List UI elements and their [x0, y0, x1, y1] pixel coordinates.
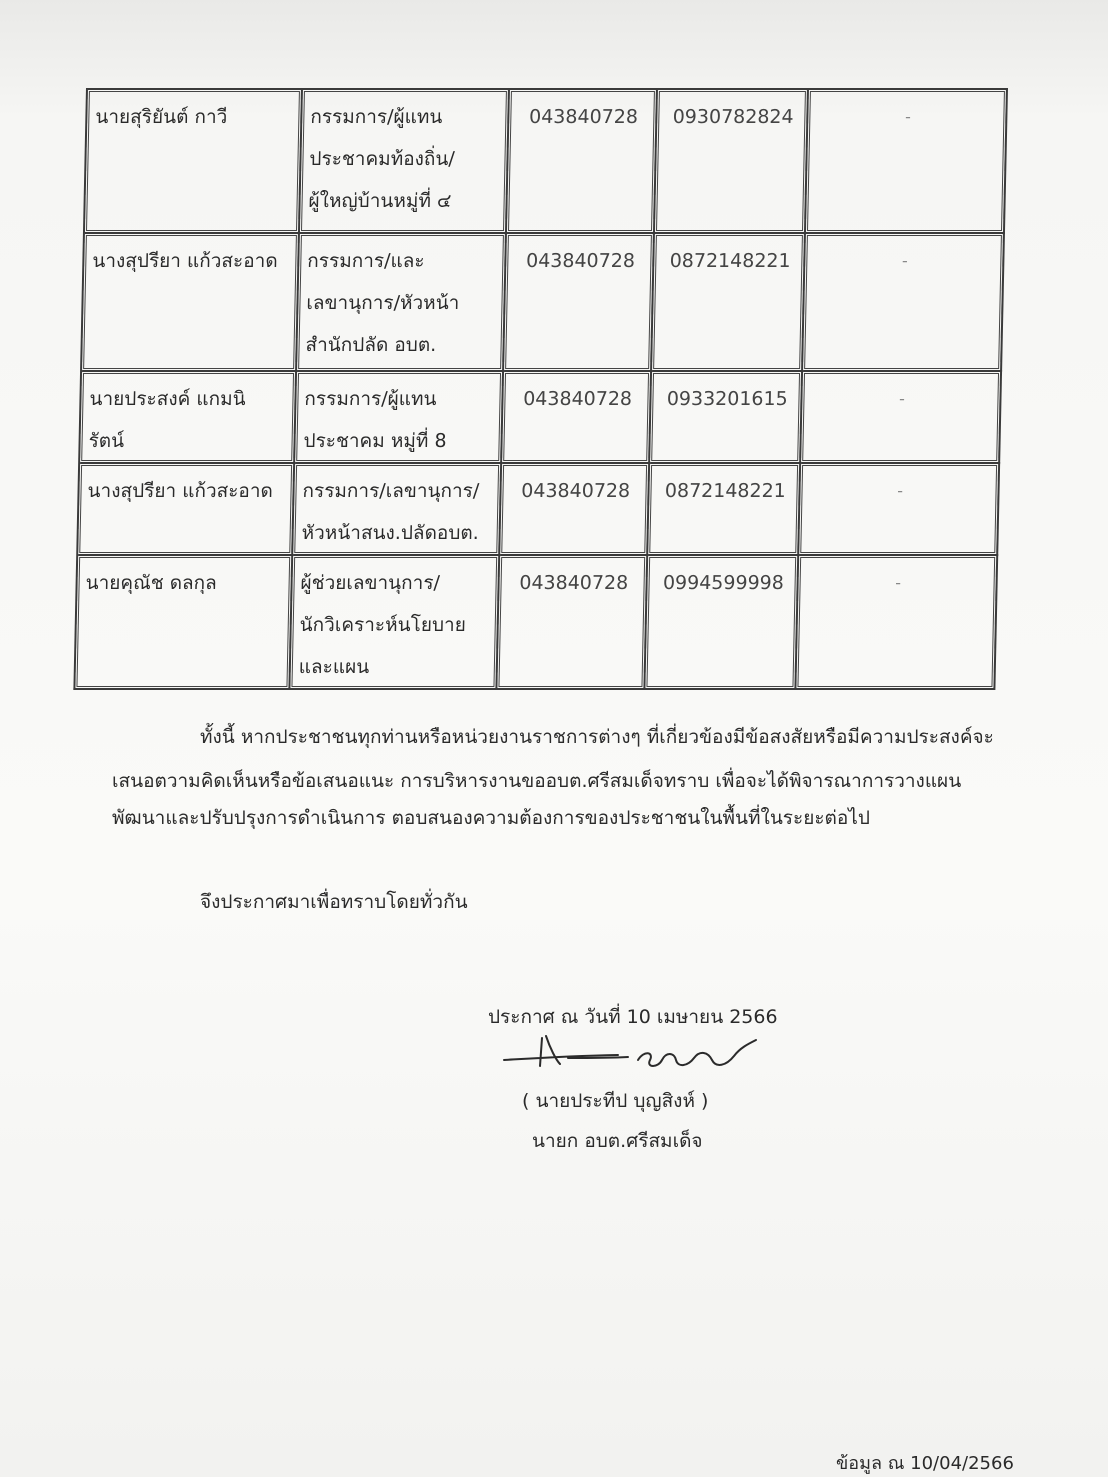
member-name-cell [82, 232, 300, 370]
mobile-phone-cell [646, 554, 799, 688]
member-position-line: ประชาคมท้องถิ่น/ [309, 148, 456, 170]
office-phone: 043840728 [519, 572, 629, 594]
note: - [904, 107, 912, 126]
member-name-line: รัตน์ [88, 430, 125, 452]
note-cell [803, 232, 1005, 370]
note-cell [806, 88, 1008, 232]
mobile-phone: 0930782824 [672, 106, 794, 128]
member-position-line: กรรมการ/ผู้แทน [304, 388, 437, 410]
note: - [898, 389, 906, 408]
mobile-phone-cell [653, 232, 807, 370]
handwritten-signature [498, 1030, 758, 1078]
member-position-line: หัวหน้าสนง.ปลัดอบต. [301, 522, 480, 544]
table-row [75, 554, 998, 688]
closing-statement: จึงประกาศมาเพื่อทราบโดยทั่วกัน [200, 891, 468, 913]
mobile-phone: 0872148221 [664, 480, 787, 502]
announcement-paragraph-line: เสนอตวามคิดเห็นหรือข้อเสนอแนะ การบริหารงานขออบต.ศรีสมเด็จทราบ เพื่อจะได้พิจารณาการวางแผน [112, 770, 962, 792]
member-position-line: กรรมการ/เลขานุการ/ [302, 480, 480, 502]
mobile-phone-cell [651, 370, 804, 462]
announcement-paragraph-line: พัฒนาและปรับปรุงการดำเนินการ ตอบสนองความต้องการของประชาชนในพื้นที่ในระยะต่อไป [112, 807, 870, 829]
member-position-line: กรรมการ/ผู้แทน [310, 106, 443, 128]
member-name-cell [80, 370, 297, 462]
office-phone-cell [500, 462, 651, 554]
office-phone: 043840728 [525, 250, 636, 272]
member-name: นางสุปรียา แก้วสะอาด [92, 250, 278, 272]
signer-name: ( นายประทีป บุญสิงห์ ) [522, 1090, 709, 1112]
table-row [78, 462, 1000, 554]
member-position-line: ประชาคม หมู่ที่ 8 [303, 430, 447, 452]
office-phone: 043840728 [521, 480, 631, 502]
mobile-phone: 0872148221 [669, 250, 791, 272]
note-cell [801, 370, 1002, 462]
member-position-line: สำนักปลัด อบต. [305, 334, 437, 356]
member-position-line: และแผน [298, 656, 370, 678]
member-position-line: กรรมการ/และ [307, 250, 425, 272]
member-position-line: เลขานุการ/หัวหน้า [306, 292, 460, 314]
mobile-phone-cell [655, 88, 809, 232]
member-name: นางสุปรียา แก้วสะอาด [87, 480, 274, 502]
office-phone: 043840728 [522, 388, 633, 410]
member-position-cell [297, 232, 507, 370]
member-position-line: ผู้ใหญ่บ้านหมู่ที่ ๔ [308, 190, 452, 212]
member-position-cell [300, 88, 510, 232]
note: - [897, 481, 904, 500]
note-cell [799, 462, 1000, 554]
member-name-cell [75, 554, 293, 688]
note-cell [797, 554, 999, 688]
member-name-cell [85, 88, 303, 232]
mobile-phone: 0933201615 [666, 388, 788, 410]
table-row [80, 370, 1002, 462]
member-position-cell [290, 554, 500, 688]
announcement-date: ประกาศ ณ วันที่ 10 เมษายน 2566 [488, 1006, 778, 1028]
member-position-cell [293, 462, 502, 554]
data-as-of-date: ข้อมูล ณ 10/04/2566 [836, 1453, 1014, 1474]
mobile-phone-cell [649, 462, 802, 554]
office-phone-cell [504, 232, 656, 370]
signer-title: นายก อบต.ศรีสมเด็จ [532, 1130, 703, 1152]
committee-members-table [73, 88, 1008, 690]
office-phone-cell [502, 370, 653, 462]
member-name: นายสุริยันต์ กาวี [95, 106, 228, 128]
table-row [82, 232, 1005, 370]
mobile-phone: 0994599998 [662, 572, 785, 594]
member-position-line: นักวิเคราะห์นโยบาย [299, 614, 467, 636]
announcement-paragraph-line: ทั้งนี้ หากประชาชนทุกท่านหรือหน่วยงานราชการต่างๆ ที่เกี่ยวข้องมีข้อสงสัยหรือมีความประสงค์จะ [200, 726, 994, 748]
table-row [85, 88, 1008, 232]
member-name-cell [78, 462, 295, 554]
note: - [895, 573, 902, 592]
office-phone: 043840728 [528, 106, 639, 128]
member-name: นายคุณัช ดลกุล [85, 572, 218, 594]
office-phone-cell [497, 554, 648, 688]
member-position-line: ผู้ช่วยเลขานุการ/ [300, 572, 441, 594]
member-position-cell [295, 370, 504, 462]
office-phone-cell [507, 88, 659, 232]
member-name-line: นายประสงค์ แกมนิ [89, 388, 246, 410]
note: - [901, 251, 909, 270]
